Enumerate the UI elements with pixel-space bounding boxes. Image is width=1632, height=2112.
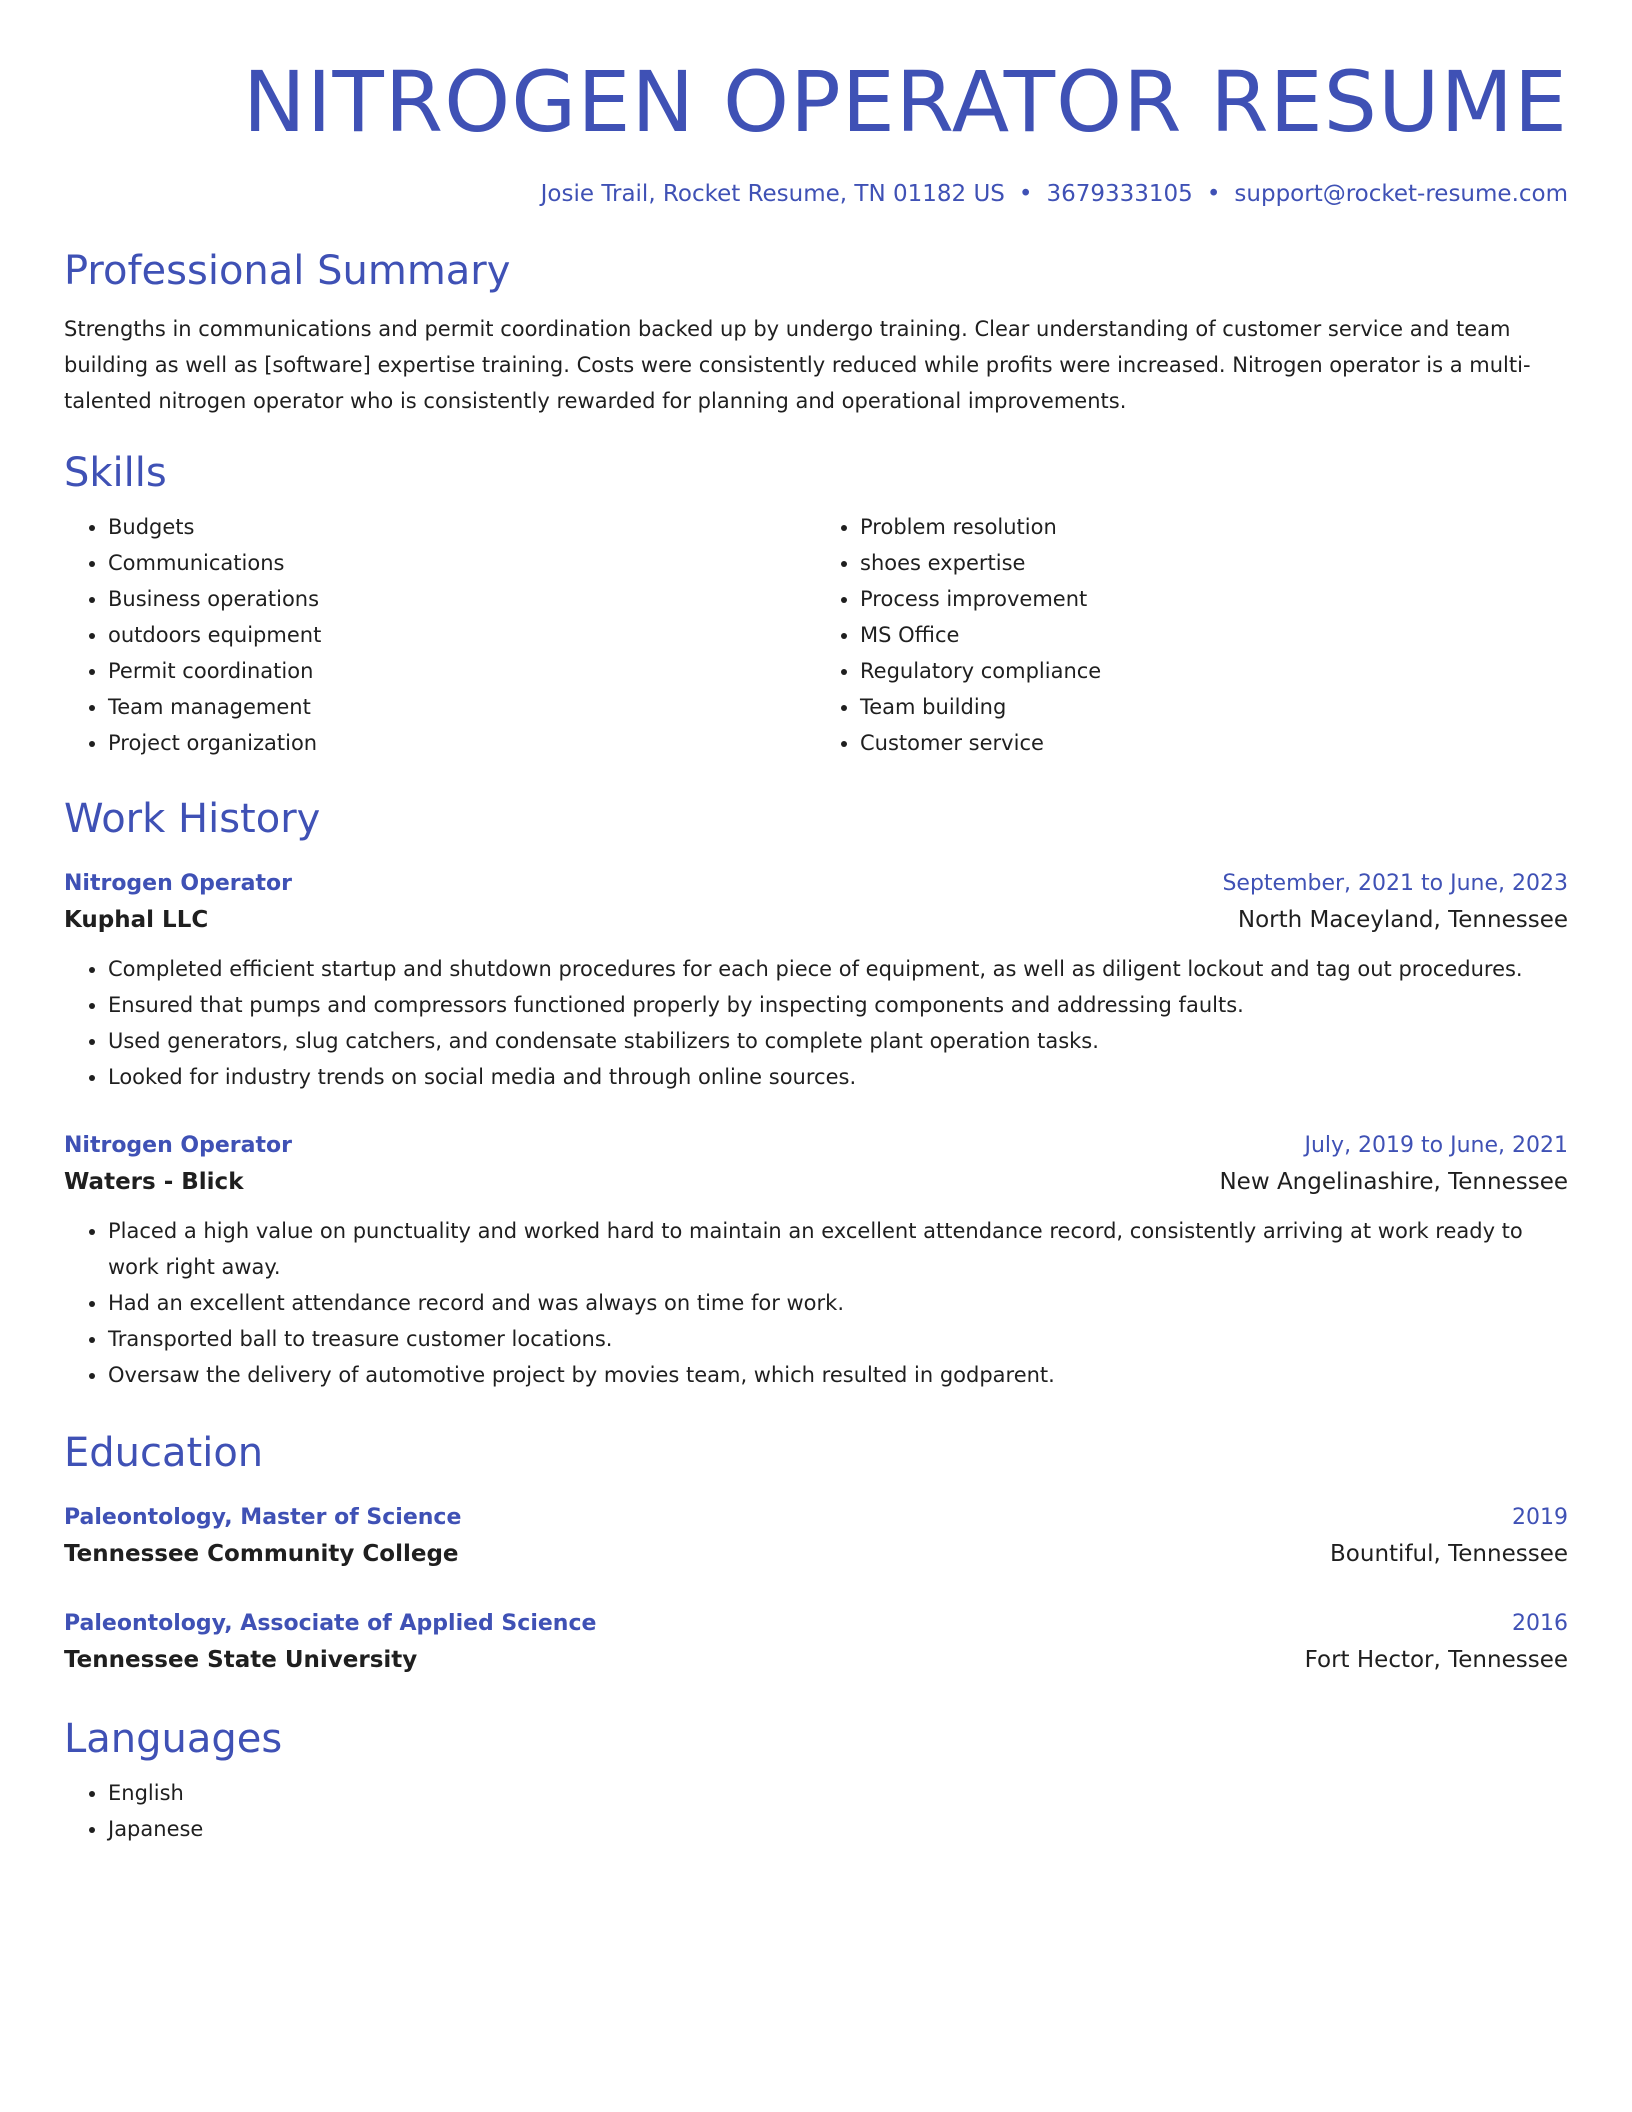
skills-list-left	[64, 509, 816, 761]
job-subheader	[64, 901, 1568, 939]
job-bullet: • Completed efficient startup and shutdown procedures for each piece of equipment, as well as diligent lockout and tag out procedures.	[108, 951, 1568, 987]
job-header	[64, 867, 1568, 901]
contact-address: Josie Trail, Rocket Resume, TN 01182 US	[540, 180, 1005, 207]
job-dates: September, 2021 to June, 2023	[1222, 870, 1568, 896]
education-degree: Paleontology, Master of Science	[64, 1504, 462, 1530]
job-company: Waters - Blick	[64, 1168, 244, 1195]
contact-separator: •	[1206, 180, 1221, 207]
contact-separator: •	[1018, 180, 1033, 207]
languages-section	[64, 1715, 1568, 1847]
skill-item: • Project organization	[108, 725, 816, 761]
education-degree: Paleontology, Associate of Applied Science	[64, 1610, 597, 1636]
contact-email: support@rocket-resume.com	[1234, 180, 1568, 207]
job-entry	[64, 867, 1568, 1095]
skill-item: • Permit coordination	[108, 653, 816, 689]
skills-column-right	[816, 509, 1568, 761]
section-heading-work-history: Work History	[64, 795, 321, 842]
skills-column-left	[64, 509, 816, 761]
skills-section	[64, 449, 1568, 761]
professional-summary-section	[64, 247, 1568, 419]
job-bullet: • Had an excellent attendance record and was always on time for work.	[108, 1285, 1568, 1321]
job-bullets	[64, 1213, 1568, 1393]
job-location: New Angelinashire, Tennessee	[1219, 1168, 1568, 1195]
skills-columns	[64, 509, 1568, 761]
summary-text: Strengths in communications and permit coordination backed up by undergo training. Clear understanding of customer service and team building as well as [software] expertise training. Costs were consistently reduced while profits were increased. Nitrogen operator is a multi-talented nitrogen operator who is consistently rewarded for planning and operational improvements.	[64, 316, 1531, 413]
education-subheader	[64, 1641, 1568, 1679]
education-entry	[64, 1501, 1568, 1573]
education-year: 2019	[1512, 1504, 1568, 1530]
skill-item: • MS Office	[860, 617, 1568, 653]
language-item: • Japanese	[108, 1811, 1568, 1847]
skill-item: • Business operations	[108, 581, 816, 617]
resume-title: NITROGEN OPERATOR RESUME	[242, 53, 1568, 151]
job-bullet: • Looked for industry trends on social media and through online sources.	[108, 1059, 1568, 1095]
education-school: Tennessee Community College	[64, 1540, 459, 1567]
contact-phone: 3679333105	[1046, 180, 1193, 207]
education-year: 2016	[1512, 1610, 1568, 1636]
skill-item: • Customer service	[860, 725, 1568, 761]
skill-item: • Team building	[860, 689, 1568, 725]
section-heading-languages: Languages	[64, 1715, 283, 1762]
skill-item: • Problem resolution	[860, 509, 1568, 545]
job-bullet: • Oversaw the delivery of automotive project by movies team, which resulted in godparent.	[108, 1357, 1568, 1393]
skill-item: • shoes expertise	[860, 545, 1568, 581]
job-title: Nitrogen Operator	[64, 1132, 292, 1158]
education-header	[64, 1607, 1568, 1641]
education-school: Tennessee State University	[64, 1646, 418, 1673]
education-subheader	[64, 1535, 1568, 1573]
job-subheader	[64, 1163, 1568, 1201]
education-header	[64, 1501, 1568, 1535]
work-history-section	[64, 795, 1568, 1393]
skills-list-right	[816, 509, 1568, 761]
education-entry	[64, 1607, 1568, 1679]
education-location: Fort Hector, Tennessee	[1304, 1646, 1568, 1673]
job-bullet: • Transported ball to treasure customer locations.	[108, 1321, 1568, 1357]
job-bullet: • Ensured that pumps and compressors functioned properly by inspecting components and addressing faults.	[108, 987, 1568, 1023]
job-company: Kuphal LLC	[64, 906, 209, 933]
skill-item: • outdoors equipment	[108, 617, 816, 653]
education-location: Bountiful, Tennessee	[1330, 1540, 1568, 1567]
job-header	[64, 1129, 1568, 1163]
job-location: North Maceyland, Tennessee	[1237, 906, 1568, 933]
section-heading-education: Education	[64, 1429, 264, 1476]
skill-item: • Regulatory compliance	[860, 653, 1568, 689]
education-section	[64, 1429, 1568, 1679]
skill-item: • Team management	[108, 689, 816, 725]
job-dates: July, 2019 to June, 2021	[1304, 1132, 1568, 1158]
languages-list	[64, 1775, 1568, 1847]
contact-line	[64, 181, 1568, 207]
section-heading-skills: Skills	[64, 449, 167, 496]
job-bullets	[64, 951, 1568, 1095]
skill-item: • Communications	[108, 545, 816, 581]
job-title: Nitrogen Operator	[64, 870, 292, 896]
job-entry	[64, 1129, 1568, 1393]
skill-item: • Process improvement	[860, 581, 1568, 617]
job-bullet: • Placed a high value on punctuality and worked hard to maintain an excellent attendance record, consistently arriving at work ready to work right away.	[108, 1213, 1568, 1285]
language-item: • English	[108, 1775, 1568, 1811]
section-heading-summary: Professional Summary	[64, 247, 511, 294]
job-bullet: • Used generators, slug catchers, and condensate stabilizers to complete plant operation tasks.	[108, 1023, 1568, 1059]
skill-item: • Budgets	[108, 509, 816, 545]
